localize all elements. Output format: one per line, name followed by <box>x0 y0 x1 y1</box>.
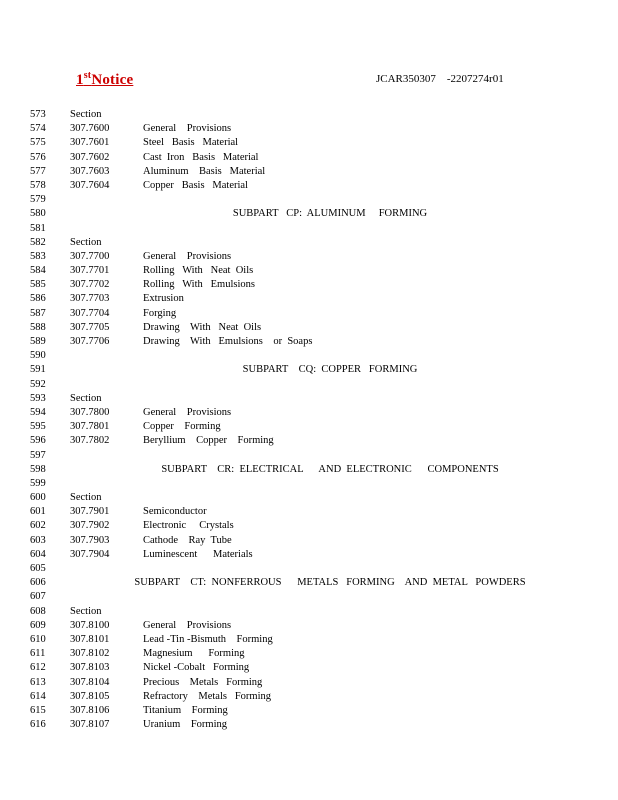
document-line <box>0 321 618 335</box>
line-number: 615 <box>30 704 46 716</box>
document-line <box>0 704 618 718</box>
section-label: Section <box>70 605 102 617</box>
document-line <box>0 349 618 363</box>
section-title: Titanium Forming <box>143 704 228 716</box>
section-number: 307.7901 <box>70 506 110 518</box>
line-number: 587 <box>30 307 46 319</box>
document-line <box>0 193 618 207</box>
line-number: 586 <box>30 293 46 305</box>
section-number: 307.8107 <box>70 719 110 731</box>
document-line <box>0 264 618 278</box>
document-line <box>0 363 618 377</box>
line-number: 602 <box>30 520 46 532</box>
section-number: 307.7603 <box>70 165 110 177</box>
section-number: 307.8104 <box>70 676 110 688</box>
line-number: 608 <box>30 605 46 617</box>
document-line <box>0 562 618 576</box>
line-number: 588 <box>30 321 46 333</box>
page-title-ordinal-suffix: st <box>83 70 92 81</box>
subpart-heading: SUBPART CR: ELECTRICAL AND ELECTRONIC COMPONENTS <box>161 463 499 475</box>
document-line <box>0 207 618 221</box>
section-number: 307.7703 <box>70 293 110 305</box>
document-line <box>0 179 618 193</box>
section-title: General Provisions <box>143 123 232 135</box>
line-number: 590 <box>30 350 46 362</box>
document-line <box>0 108 618 122</box>
line-number: 610 <box>30 633 46 645</box>
line-number: 613 <box>30 676 46 688</box>
document-line <box>0 463 618 477</box>
section-number: 307.7904 <box>70 548 110 560</box>
document-line <box>0 449 618 463</box>
document-line <box>0 534 618 548</box>
section-label: Section <box>70 492 102 504</box>
document-line <box>0 519 618 533</box>
line-number: 601 <box>30 506 46 518</box>
section-title: Luminescent Materials <box>143 548 253 560</box>
section-title: Nickel -Cobalt Forming <box>143 662 250 674</box>
section-label: Section <box>70 236 102 248</box>
document-line <box>0 378 618 392</box>
document-line <box>0 151 618 165</box>
section-label: Section <box>70 392 102 404</box>
document-body <box>0 108 618 732</box>
section-title: Rolling With Emulsions <box>143 279 255 291</box>
subpart-heading: SUBPART CP: ALUMINUM FORMING <box>232 208 428 220</box>
subpart-heading: SUBPART CQ: COPPER FORMING <box>242 364 418 376</box>
section-title: Forging <box>143 307 177 319</box>
line-number: 599 <box>30 477 46 489</box>
section-title: Precious Metals Forming <box>143 676 263 688</box>
section-title: Drawing With Emulsions or Soaps <box>143 336 313 347</box>
line-number: 603 <box>30 534 46 546</box>
document-header <box>0 70 618 92</box>
line-number: 600 <box>30 492 46 504</box>
section-number: 307.8102 <box>70 648 110 660</box>
page-title-word: Notice <box>91 72 134 88</box>
line-number: 607 <box>30 591 46 603</box>
line-number: 582 <box>30 236 46 248</box>
line-number: 612 <box>30 662 46 674</box>
document-line <box>0 491 618 505</box>
section-title: Aluminum Basis Material <box>143 165 266 177</box>
document-line <box>0 676 618 690</box>
section-title: Lead -Tin -Bismuth Forming <box>143 633 273 645</box>
section-title: Steel Basis Material <box>143 137 239 149</box>
document-line <box>0 590 618 604</box>
document-line <box>0 505 618 519</box>
document-line <box>0 690 618 704</box>
document-code: JCAR350307 -2207274r01 <box>376 73 504 85</box>
line-number: 614 <box>30 690 46 702</box>
line-number: 589 <box>30 336 46 347</box>
document-line <box>0 477 618 491</box>
document-line <box>0 136 618 150</box>
section-number: 307.8103 <box>70 662 110 674</box>
subpart-heading: SUBPART CT: NONFERROUS METALS FORMING AND METAL POWDERS <box>134 577 526 589</box>
section-number: 307.8101 <box>70 633 110 645</box>
line-number: 578 <box>30 179 46 191</box>
line-number: 579 <box>30 194 46 206</box>
section-number: 307.7902 <box>70 520 110 532</box>
section-title: Drawing With Neat Oils <box>143 321 262 333</box>
line-number: 580 <box>30 208 46 220</box>
line-number: 592 <box>30 378 46 390</box>
section-number: 307.7601 <box>70 137 110 149</box>
line-number: 591 <box>30 364 46 376</box>
line-number: 609 <box>30 619 46 631</box>
document-line <box>0 576 618 590</box>
document-line <box>0 222 618 236</box>
section-number: 307.8106 <box>70 704 110 716</box>
section-number: 307.8105 <box>70 690 110 702</box>
section-title: Magnesium Forming <box>143 648 245 660</box>
section-title: Beryllium Copper Forming <box>143 435 274 447</box>
document-line <box>0 434 618 448</box>
section-title: General Provisions <box>143 250 232 262</box>
line-number: 576 <box>30 151 46 163</box>
section-title: Uranium Forming <box>143 719 227 731</box>
line-number: 574 <box>30 123 46 135</box>
document-line <box>0 619 618 633</box>
document-line <box>0 292 618 306</box>
section-number: 307.7802 <box>70 435 110 447</box>
section-title: Refractory Metals Forming <box>143 690 272 702</box>
line-number: 598 <box>30 463 46 475</box>
section-title: Rolling With Neat Oils <box>143 265 254 277</box>
line-number: 616 <box>30 719 46 731</box>
document-line <box>0 392 618 406</box>
line-number: 611 <box>30 648 46 660</box>
line-number: 597 <box>30 449 46 461</box>
line-number: 605 <box>30 563 46 574</box>
line-number: 584 <box>30 265 46 277</box>
section-number: 307.7604 <box>70 179 110 191</box>
document-line <box>0 605 618 619</box>
section-label: Section <box>70 109 102 120</box>
line-number: 573 <box>30 109 46 120</box>
document-line <box>0 548 618 562</box>
section-title: General Provisions <box>143 406 232 418</box>
line-number: 606 <box>30 577 46 589</box>
line-number: 593 <box>30 392 46 404</box>
section-number: 307.7704 <box>70 307 110 319</box>
section-number: 307.7702 <box>70 279 110 291</box>
line-number: 594 <box>30 406 46 418</box>
section-number: 307.7602 <box>70 151 110 163</box>
document-line <box>0 633 618 647</box>
section-title: Cast Iron Basis Material <box>143 151 259 163</box>
line-number: 585 <box>30 279 46 291</box>
section-number: 307.7800 <box>70 406 110 418</box>
section-number: 307.7903 <box>70 534 110 546</box>
line-number: 595 <box>30 421 46 433</box>
section-title: Copper Basis Material <box>143 179 248 191</box>
document-line <box>0 335 618 349</box>
section-number: 307.7600 <box>70 123 110 135</box>
line-number: 604 <box>30 548 46 560</box>
page-title-prefix: 1 <box>76 72 84 88</box>
page-title <box>76 70 133 89</box>
document-line <box>0 122 618 136</box>
section-title: Copper Forming <box>143 421 221 433</box>
line-number: 581 <box>30 222 46 234</box>
section-title: General Provisions <box>143 619 232 631</box>
section-title: Cathode Ray Tube <box>143 534 232 546</box>
section-number: 307.7700 <box>70 250 110 262</box>
section-number: 307.7706 <box>70 336 110 347</box>
section-title: Electronic Crystals <box>143 520 234 532</box>
document-line <box>0 718 618 732</box>
document-line <box>0 278 618 292</box>
document-line <box>0 165 618 179</box>
document-line <box>0 647 618 661</box>
section-number: 307.7801 <box>70 421 110 433</box>
line-number: 596 <box>30 435 46 447</box>
document-line <box>0 307 618 321</box>
section-title: Semiconductor <box>143 506 207 518</box>
line-number: 577 <box>30 165 46 177</box>
document-line <box>0 236 618 250</box>
section-number: 307.8100 <box>70 619 110 631</box>
document-line <box>0 406 618 420</box>
section-title: Extrusion <box>143 293 184 305</box>
line-number: 575 <box>30 137 46 149</box>
document-line <box>0 661 618 675</box>
section-number: 307.7705 <box>70 321 110 333</box>
document-line <box>0 420 618 434</box>
document-line <box>0 250 618 264</box>
section-number: 307.7701 <box>70 265 110 277</box>
line-number: 583 <box>30 250 46 262</box>
